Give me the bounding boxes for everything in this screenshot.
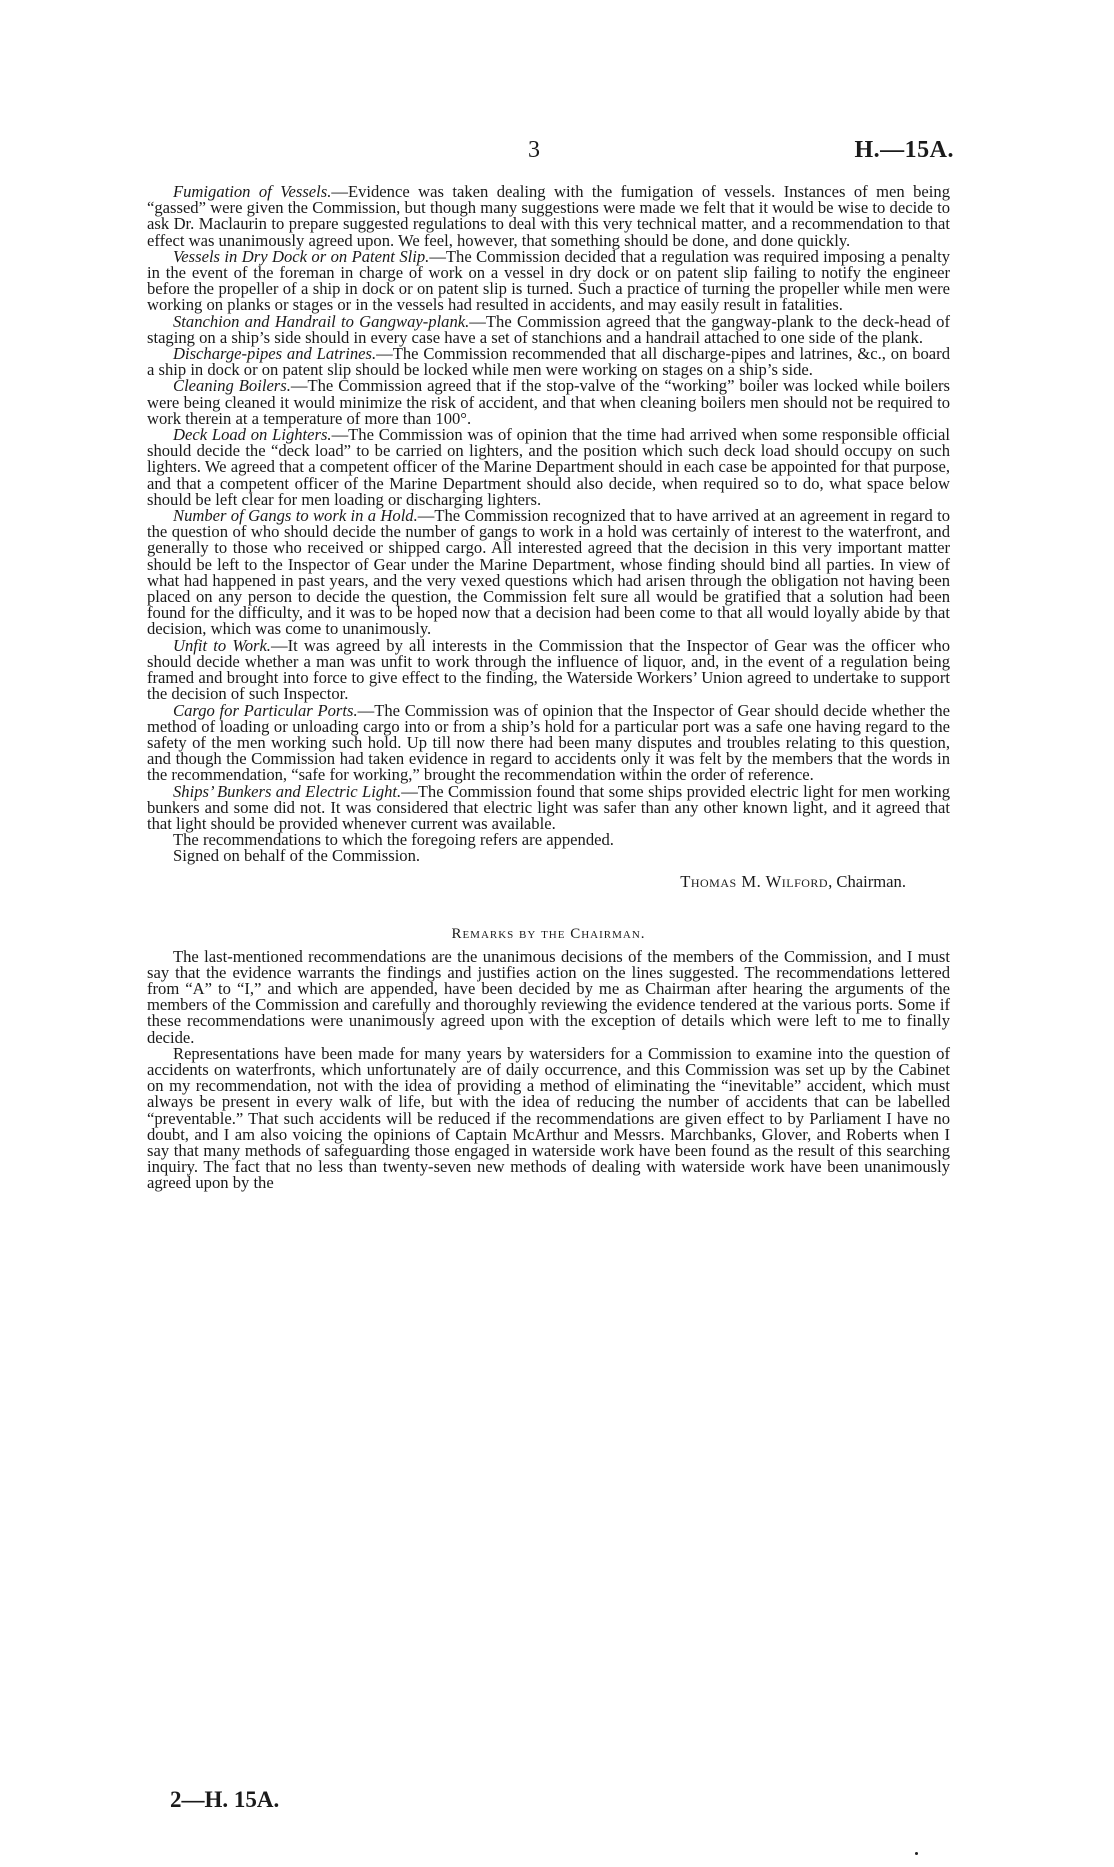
paragraph-text: —The Commission found that some ships provided electric light for men working bunkers and some did not. It was considered that electric light was safer than any other known light, and it agreed that that light should be provided whenever current was available. bbox=[147, 781, 950, 833]
paragraph-heading: Cargo for Particular Ports. bbox=[173, 700, 358, 720]
paragraph-heading: Vessels in Dry Dock or on Patent Slip. bbox=[173, 246, 430, 266]
paragraph-text: —The Commission agreed that if the stop-valve of the “working” boiler was locked while boilers were being cleaned it would minimize the risk of accident, and that when cleaning boilers men should not be required to work therein at a temperature of more than 100°. bbox=[147, 376, 950, 428]
signature-mark: 2—H. 15A. bbox=[170, 1787, 280, 1812]
paragraph-gangway-plank bbox=[147, 311, 950, 347]
paragraph-text: —The Commission decided that a regulation was required imposing a penalty in the event of the foreman in charge of work on a vessel in dry dock or on patent slip failing to notify the engineer before the propeller of a ship in dock or on patent slip is turned. Such a practice of turning the propeller while men were working on planks or stages or in the vessels had resulted in accidents, and may easily result in fatalities. bbox=[147, 246, 950, 315]
paragraph-heading: Fumigation of Vessels. bbox=[173, 182, 332, 201]
remarks-paragraph: The last-mentioned recommendations are the unanimous decisions of the members of the Commission, and I must say that the evidence warrants the findings and justifies action on the lines suggested. The recommendations lettered from “A” to “I,” and which are appended, have been decided by me as Chairman after hearing the arguments of the members of the Commission and carefully and thoroughly reviewing the evidence tendered at the various ports. Some if these recommendations were unanimously agreed upon with the exception of details which were left to me to finally decide. bbox=[147, 946, 950, 1047]
paragraph-heading: Number of Gangs to work in a Hold. bbox=[173, 506, 418, 526]
closing-line-signed: Signed on behalf of the Commission. bbox=[173, 846, 421, 866]
paragraph-text: —The Commission recognized that to have arrived at an agreement in regard to the question of who should decide the number of gangs to work in a hold was certainly of interest to the waterfront, and generally to those who received or shipped cargo. All interested agreed that the decision in this very important matter should be left to the Inspector of Gear under the Marine Department, whose finding should bind all parties. In view of what had happened in past years, and the very vexed questions which had arisen through the obligation not having been placed on any person to decide the question, the Commission felt sure all would be gratified that a solution had been found for the difficulty, and it was to be hoped now that a decision had been come to that all would loyally abide by that decision, which was come to unanimously. bbox=[147, 506, 951, 639]
paragraph-gangs-in-hold bbox=[147, 508, 950, 638]
closing-line-recommendations: The recommendations to which the foregoing refers are appended. bbox=[173, 830, 614, 850]
paragraph-text: —Evidence was taken dealing with the fumigation of vessels. Instances of men being “gassed” were given the Commission, but though many suggestions were made we felt that it would be wise to decide to ask Dr. Maclaurin to prepare suggested regulations to deal with this very technical matter, and a recommendation to that effect was unanimously agreed upon. We feel, however, that something should be done, and done quickly. bbox=[147, 182, 950, 250]
paragraph-bunkers-light bbox=[147, 781, 950, 833]
document-reference: H.—15A. bbox=[854, 137, 954, 163]
paragraph-heading: Stanchion and Handrail to Gangway-plank. bbox=[173, 311, 470, 331]
paragraph-cleaning-boilers bbox=[147, 378, 950, 427]
paragraph-unfit-to-work bbox=[147, 635, 950, 704]
page-header bbox=[0, 137, 1114, 167]
remarks-paragraph: Representations have been made for many years by watersiders for a Commission to examine into the question of accidents on waterfronts, which unfortunately are of daily occurrence, and this Commission was set up by the Cabinet on my recommendation, not with the idea of providing a method of eliminating the “inevitable” accident, which must always be present in every walk of life, but with the idea of reducing the number of accidents that can be labelled “preventable.” That such accidents will be reduced if the recommendations are given effect to by Parliament I have no doubt, and I am also voicing the opinions of Captain McArthur and Messrs. Marchbanks, Glover, and Roberts when I say that many methods of safeguarding those engaged in waterside work have been found as the result of this searching inquiry. The fact that no less than twenty-seven new methods of dealing with waterside work have been unanimously agreed upon by the bbox=[147, 1043, 950, 1193]
report-body bbox=[147, 184, 950, 1192]
paragraph-heading: Deck Load on Lighters. bbox=[173, 425, 332, 445]
paragraph-text: —It was agreed by all interests in the Commission that the Inspector of Gear was the officer who should decide whether a man was unfit to work through the influence of liquor, and, in the event of a regulation being framed and brought into force to give effect to the finding, the Waterside Workers’ Union agreed to undertake to support the decision of such Inspector. bbox=[147, 635, 950, 704]
paragraph-cargo-ports bbox=[147, 700, 950, 785]
paragraph-text: —The Commission was of opinion that the time had arrived when some responsible official should decide the “deck load” to be carried on lighters, and the position which such deck load should occupy on such lighters. We agreed that a competent officer of the Marine Department should in each case be appointed for that purpose, and that a competent officer of the Marine Department should also decide, when required so to do, what space below should be left clear for men loading or discharging lighters. bbox=[147, 425, 950, 509]
paragraph-text: —The Commission was of opinion that the Inspector of Gear should decide whether the method of loading or unloading cargo into or from a ship’s hold for a particular port was a safe one having regard to the safety of the men working such hold. Up till now there had been many disputes and troubles relating to this question, and though the Commission had taken evidence in regard to accidents only it was felt by the members that the words in the recommendation, “safe for working,” brought the recommendation within the order of reference. bbox=[147, 700, 950, 785]
paragraph-fumigation bbox=[147, 184, 950, 249]
paragraph-heading: Ships’ Bunkers and Electric Light. bbox=[173, 781, 402, 801]
paragraph-heading: Discharge-pipes and Latrines. bbox=[173, 344, 377, 364]
paragraph-text: —The Commission agreed that the gangway-plank to the deck-head of staging on a ship’s side should in every case have a set of stanchions and a handrail attached to one side of the plank. bbox=[147, 311, 950, 347]
paragraph-discharge-pipes bbox=[147, 346, 950, 378]
printer-mark bbox=[915, 1852, 918, 1855]
paragraph-deck-load bbox=[147, 427, 950, 508]
paragraph-dry-dock bbox=[147, 246, 950, 315]
paragraph-heading: Unfit to Work. bbox=[173, 635, 271, 655]
paragraph-text: —The Commission recommended that all discharge-pipes and latrines, &c., on board a ship in dock or on patent slip should be locked while men were working on stages on a ship’s side. bbox=[147, 344, 950, 380]
chairman-signature bbox=[147, 873, 950, 890]
paragraph-heading: Cleaning Boilers. bbox=[173, 376, 291, 396]
page-number: 3 bbox=[528, 137, 540, 163]
signature-role: , Chairman. bbox=[828, 871, 906, 891]
remarks-heading: Remarks by the Chairman. bbox=[451, 925, 646, 942]
signature-name: Thomas M. Wilford bbox=[680, 871, 829, 891]
